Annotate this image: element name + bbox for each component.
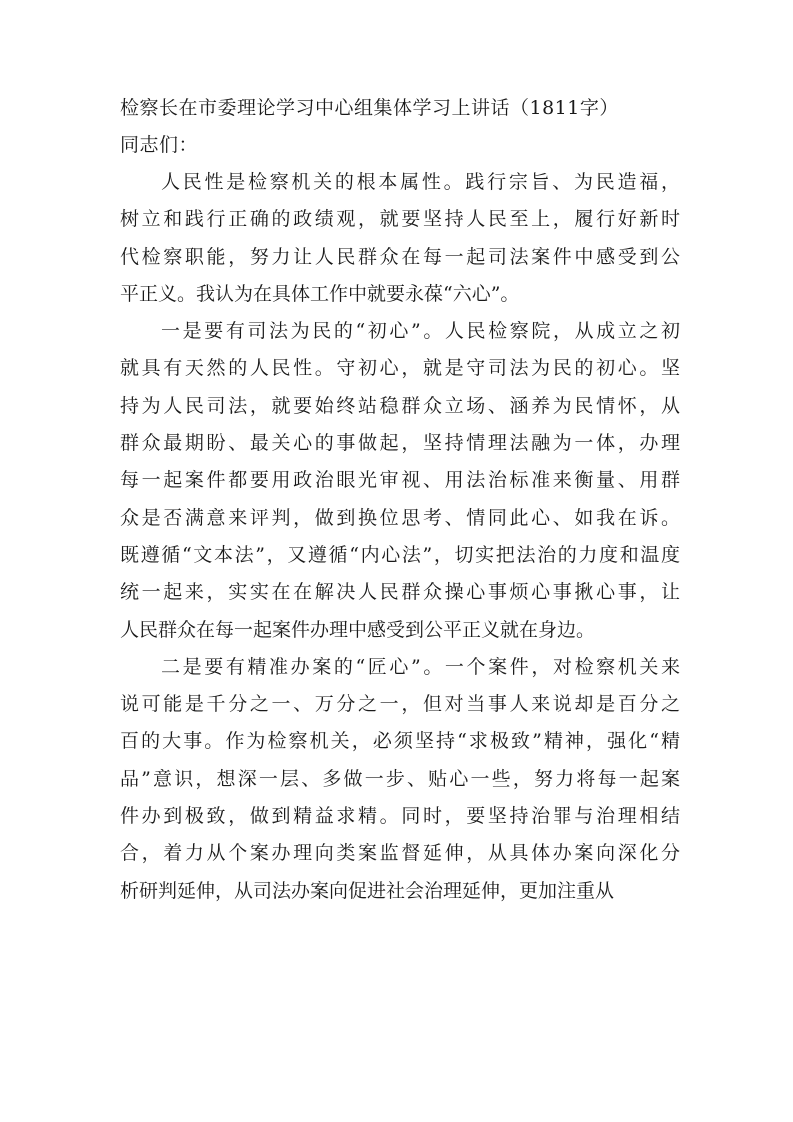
paragraph-line: 统一起来，实实在在解决人民群众操心事烦心事揪心事，让 (120, 581, 680, 604)
paragraph-line: 树立和践行正确的政绩观，就要坚持人民至上，履行好新时 (120, 208, 680, 231)
body-paragraph (120, 164, 680, 313)
paragraph-line: 百的大事。作为检察机关，必须坚持“求极致”精神，强化“精 (120, 730, 680, 753)
paragraph-line: 品”意识，想深一层、多做一步、贴心一些，努力将每一起案 (120, 767, 680, 790)
paragraph-line: 人民性是检察机关的根本属性。践行宗旨、为民造福， (161, 171, 680, 193)
paragraph-line: 二是要有精准办案的“匠心”。一个案件，对检察机关来 (161, 655, 680, 678)
paragraph-line: 说可能是千分之一、万分之一，但对当事人来说却是百分之 (120, 693, 680, 716)
paragraph-line: 就具有天然的人民性。守初心，就是守司法为民的初心。坚 (120, 357, 680, 380)
paragraph-line: 群众最期盼、最关心的事做起，坚持情理法融为一体，办理 (120, 432, 680, 455)
paragraph-line: 件办到极致，做到精益求精。同时，要坚持治罪与治理相结 (120, 805, 680, 828)
paragraph-line: 合，着力从个案办理向类案监督延伸，从具体办案向深化分 (120, 842, 680, 865)
salutation: 同志们： (120, 134, 199, 156)
document-body (120, 90, 680, 910)
paragraph-line: 人民群众在每一起案件办理中感受到公平正义就在身边。 (120, 618, 596, 641)
paragraph-line: 平正义。我认为在具体工作中就要永葆“六心”。 (120, 282, 520, 305)
body-paragraph (120, 649, 680, 910)
paragraph-line: 每一起案件都要用政治眼光审视、用法治标准来衡量、用群 (120, 469, 680, 492)
paragraph-line: 析研判延伸，从司法办案向促进社会治理延伸，更加注重从 (120, 879, 615, 902)
paragraph-line: 众是否满意来评判，做到换位思考、情同此心、如我在诉。 (120, 506, 680, 529)
document-title: 检察长在市委理论学习中心组集体学习上讲话（1811字） (120, 97, 619, 119)
paragraph-line: 持为人民司法，就要始终站稳群众立场、涵养为民情怀，从 (120, 394, 680, 417)
paragraph-container (120, 164, 680, 910)
paragraph-line: 代检察职能，努力让人民群众在每一起司法案件中感受到公 (120, 245, 680, 268)
body-paragraph (120, 313, 680, 649)
paragraph-line: 既遵循“文本法”，又遵循“内心法”，切实把法治的力度和温度 (120, 543, 680, 566)
paragraph-line: 一是要有司法为民的“初心”。人民检察院，从成立之初 (161, 320, 680, 343)
